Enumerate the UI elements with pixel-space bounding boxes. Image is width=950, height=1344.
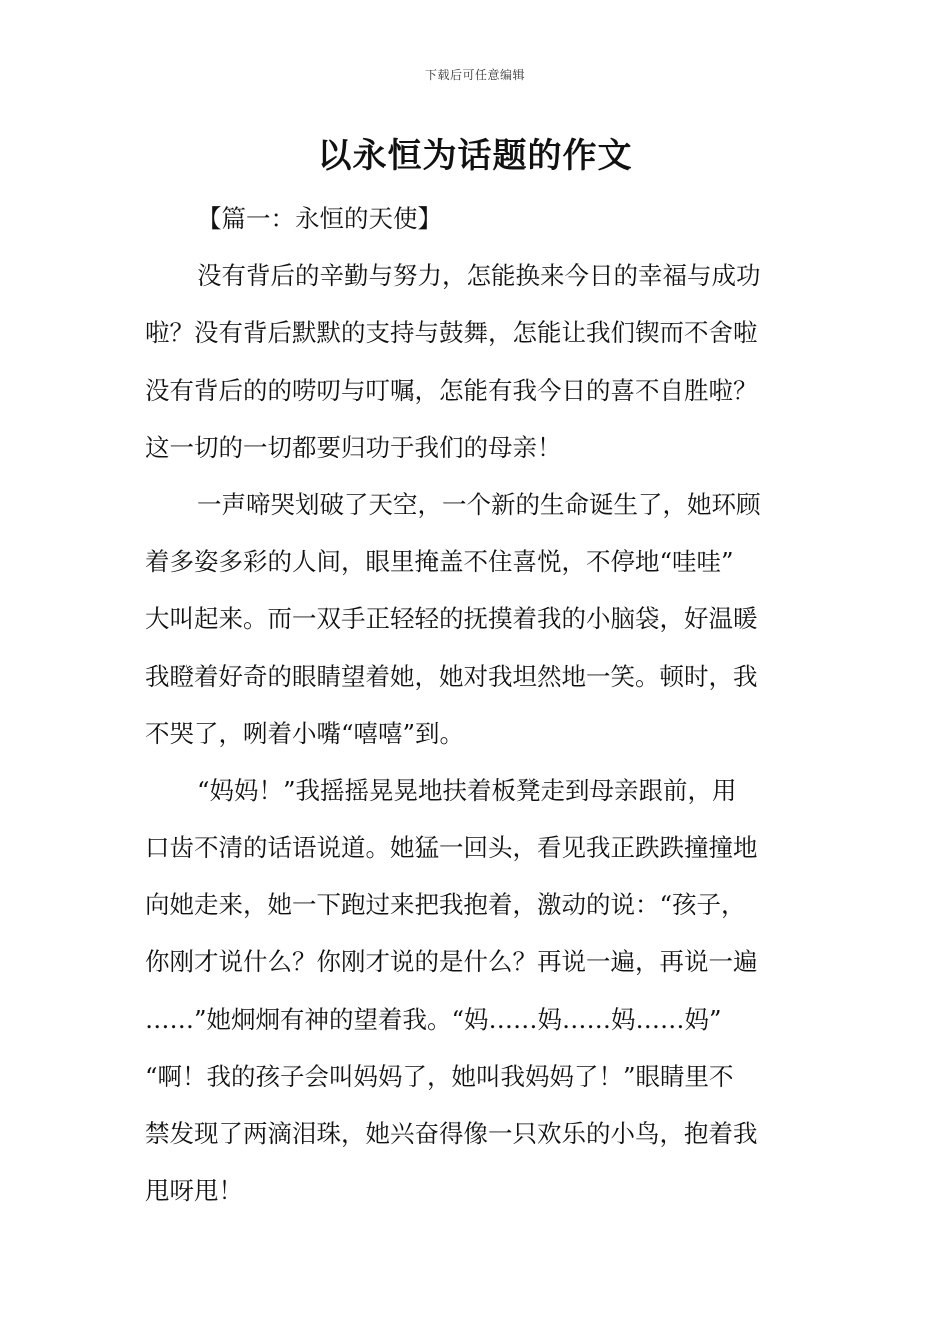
text-line: ……”她炯炯有神的望着我。“妈……妈……妈……妈”: [145, 1004, 722, 1034]
document-body: [145, 190, 815, 1219]
text-line: 我瞪着好奇的眼睛望着她，她对我坦然地一笑。顿时，我: [145, 661, 758, 691]
text-line: 口齿不清的话语说道。她猛一回头，看见我正跌跌撞撞地: [145, 833, 758, 863]
text-line: 禁发现了两滴泪珠，她兴奋得像一只欢乐的小鸟，抱着我: [145, 1119, 758, 1148]
header-note: 下载后可任意编辑: [424, 68, 525, 82]
section-heading: 【篇一：永恒的天使】: [197, 204, 442, 233]
text-line: 向她走来，她一下跑过来把我抱着，激动的说：“孩子，: [145, 890, 746, 920]
text-line: 没有背后的辛勤与努力，怎能换来今日的幸福与成功: [197, 261, 761, 291]
text-line: 没有背后的的唠叨与叮嘱，怎能有我今日的喜不自胜啦？: [145, 375, 758, 405]
text-line: “妈妈！”我摇摇晃晃地扶着板凳走到母亲跟前，用: [197, 775, 737, 805]
text-line: 这一切的一切都要归功于我们的母亲！: [145, 432, 562, 462]
text-line: “啊！我的孩子会叫妈妈了，她叫我妈妈了！”眼睛里不: [145, 1061, 734, 1091]
text-line: 甩呀甩！: [145, 1176, 243, 1206]
text-line: 一声啼哭划破了天空，一个新的生命诞生了，她环顾: [197, 489, 761, 519]
text-line: 着多姿多彩的人间，眼里掩盖不住喜悦，不停地“哇哇”: [145, 547, 734, 577]
text-line: 啦？没有背后默默的支持与鼓舞，怎能让我们锲而不舍啦: [145, 318, 758, 348]
text-line: 你刚才说什么？你刚才说的是什么？再说一遍，再说一遍: [145, 947, 758, 977]
text-line: 不哭了，咧着小嘴“嘻嘻”到。: [145, 718, 465, 748]
page-title: 以永恒为话题的作文: [317, 136, 633, 176]
text-line: 大叫起来。而一双手正轻轻的抚摸着我的小脑袋，好温暖: [145, 604, 758, 634]
